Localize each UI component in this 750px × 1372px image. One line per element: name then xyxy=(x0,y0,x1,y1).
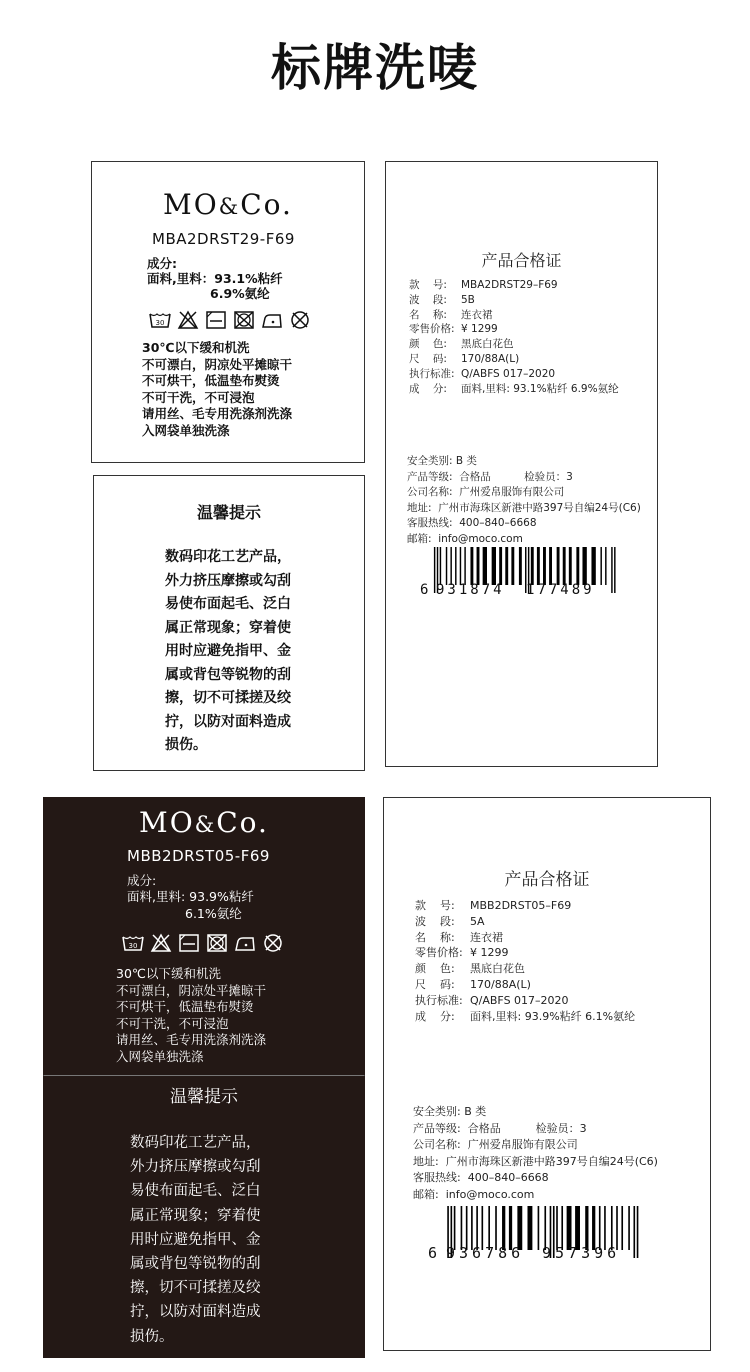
tip-body xyxy=(165,546,291,758)
barcode-bar xyxy=(446,547,447,585)
info-line: 产品等级: 合格品 检验员：3 xyxy=(413,1121,587,1135)
certificate-title: 产品合格证 xyxy=(481,251,562,270)
tip-line: 属或背包等锐物的刮 xyxy=(130,1256,261,1273)
barcode-bar xyxy=(483,547,487,585)
care-line: 入网袋单独洗涤 xyxy=(116,1048,204,1064)
cert-field-value: ¥ 1299 xyxy=(461,323,498,336)
tip-line: 属正常现象；穿着使 xyxy=(130,1207,261,1224)
barcode-bar xyxy=(600,547,601,585)
tip-line: 属正常现象；穿着使 xyxy=(165,619,291,636)
care-line: 不可干洗，不可浸泡 xyxy=(142,389,255,405)
tip-title: 温馨提示 xyxy=(170,1087,238,1107)
info-line: 客服热线: 400–840–6668 xyxy=(407,517,537,529)
cert-field-row xyxy=(415,993,635,1009)
tip-line: 属或背包等锐物的刮 xyxy=(165,666,291,683)
no-bleach-icon xyxy=(176,309,200,331)
barcode-right-digits: 957396 xyxy=(542,1244,621,1262)
cert-field-value: 面料,里料: 93.1%粘纤 6.9%氨纶 xyxy=(461,382,619,395)
no-tumble-dry-icon xyxy=(232,309,256,331)
barcode-bar xyxy=(611,547,612,593)
info-line: 地址: 广州市海珠区新港中路397号自编24号(C6) xyxy=(407,501,641,514)
cert-field-value: 5A xyxy=(470,914,485,928)
cert-field-row xyxy=(415,945,635,961)
cert-field-value: ¥ 1299 xyxy=(470,946,509,960)
care-line: 不可漂白，阴凉处平摊晾干 xyxy=(142,356,293,372)
tip-line: 拧，以防对面料造成 xyxy=(165,713,291,730)
tip-body xyxy=(130,1131,261,1349)
barcode-bar xyxy=(576,547,579,585)
info-line: 公司名称: 广州爱帛服饰有限公司 xyxy=(413,1138,578,1151)
care-line: 不可烘干，低温垫布熨烫 xyxy=(142,373,280,388)
cert-field-value: MBA2DRST29–F69 xyxy=(461,279,558,291)
cert-field-row xyxy=(415,977,635,993)
barcode-lead-digit: 6 xyxy=(428,1244,438,1262)
tip-line: 易使布面起毛、泛白 xyxy=(165,596,291,612)
tip-line: 易使布面起毛、泛白 xyxy=(130,1183,261,1200)
care-line: 请用丝、毛专用洗涤剂洗涤 xyxy=(142,406,293,421)
cert-field-key: 执行标准: xyxy=(415,993,463,1007)
composition-line-1: 面料,里料: 93.9%粘纤 xyxy=(127,889,254,904)
brand-logo: MO&Co. xyxy=(139,806,269,839)
certificate-title: 产品合格证 xyxy=(504,870,590,890)
composition-line-2: 6.9%氨纶 xyxy=(210,286,270,301)
product-fields xyxy=(409,278,619,396)
info-line: 公司名称: 广州爱帛服饰有限公司 xyxy=(407,486,565,498)
barcode-bar xyxy=(464,547,465,585)
barcode-bar xyxy=(633,1206,635,1258)
cert-field-key: 零售价格: xyxy=(415,946,463,960)
page-title: 标牌洗唛 xyxy=(271,39,479,97)
barcode-bar xyxy=(605,547,606,585)
brand-logo: MO&Co. xyxy=(163,188,293,221)
composition-label: 成分: xyxy=(147,256,177,271)
cert-field-key: 波 段: xyxy=(409,293,447,306)
cert-field-value: 170/88A(L) xyxy=(470,977,531,991)
cert-field-key: 款 号: xyxy=(415,899,455,912)
care-line: 30℃以下缓和机洗 xyxy=(142,340,250,355)
cert-field-row xyxy=(415,1009,635,1025)
tip-line: 擦，切不可揉搓及绞 xyxy=(130,1280,261,1297)
care-instructions xyxy=(116,966,266,1065)
cert-field-value: Q/ABFS 017–2020 xyxy=(461,367,556,380)
cert-field-row xyxy=(409,382,619,397)
care-line: 入网袋单独洗涤 xyxy=(142,422,230,438)
cert-field-key: 波 段: xyxy=(415,914,455,928)
composition-line-1: 面料,里料：93.1%粘纤 xyxy=(147,271,283,286)
barcode-bar xyxy=(563,547,566,585)
cert-field-value: 面料,里料: 93.9%粘纤 6.1%氨纶 xyxy=(470,1009,636,1023)
barcode-bar xyxy=(538,1206,540,1250)
cert-field-key: 名 称: xyxy=(415,930,455,944)
barcode-bar xyxy=(628,1206,630,1250)
care-icons xyxy=(121,932,285,954)
certificate-card-2 xyxy=(383,797,711,1351)
cert-field-key: 执行标准: xyxy=(409,367,455,380)
info-line: 邮箱: info@moco.com xyxy=(407,532,523,545)
cert-field-value: 黑底白花色 xyxy=(470,962,525,976)
barcode-left-digits: 936786 xyxy=(446,1244,525,1262)
svg-text:30: 30 xyxy=(128,942,138,950)
tip-title: 温馨提示 xyxy=(196,503,261,522)
tip-line: 数码印花工艺产品， xyxy=(165,549,291,565)
wash-30-icon xyxy=(148,309,172,331)
barcode-bar xyxy=(440,547,441,585)
product-fields xyxy=(415,898,635,1024)
style-code: MBB2DRST05-F69 xyxy=(127,847,270,865)
cert-field-key: 尺 码: xyxy=(409,352,447,365)
barcode-bar xyxy=(511,547,514,585)
tip-card-2 xyxy=(43,1075,365,1358)
cert-field-row xyxy=(409,337,619,352)
cert-field-row xyxy=(415,930,635,946)
certificate-card-1 xyxy=(385,161,658,767)
tip-line: 擦，切不可揉搓及绞 xyxy=(165,690,291,706)
barcode-digits xyxy=(420,582,595,598)
care-icons xyxy=(148,309,312,331)
svg-text:30: 30 xyxy=(155,319,165,327)
line-dry-shade-icon xyxy=(177,932,201,954)
care-label-2 xyxy=(43,797,365,1075)
cert-field-row xyxy=(415,898,635,914)
cert-field-row xyxy=(409,352,619,367)
cert-field-row xyxy=(409,367,619,382)
care-line: 不可干洗，不可浸泡 xyxy=(116,1015,229,1031)
info-line: 客服热线: 400–840–6668 xyxy=(413,1171,549,1184)
info-line: 地址: 广州市海珠区新港中路397号自编24号(C6) xyxy=(413,1154,658,1168)
no-bleach-icon xyxy=(149,932,173,954)
cert-field-key: 尺 码: xyxy=(415,977,455,991)
barcode-bar xyxy=(519,547,522,585)
tip-line: 拧，以防对面料造成 xyxy=(130,1304,261,1321)
barcode-bar xyxy=(477,547,480,585)
no-dryclean-icon xyxy=(261,932,285,954)
tip-line: 损伤。 xyxy=(165,737,207,753)
tip-line: 数码印花工艺产品， xyxy=(130,1135,261,1151)
composition-line-2: 6.1%氨纶 xyxy=(185,906,242,921)
barcode-bar xyxy=(527,1206,532,1250)
cert-field-row xyxy=(409,308,619,323)
barcode-bar xyxy=(455,547,456,585)
cert-field-value: 5B xyxy=(461,293,475,306)
tip-line: 外力挤压摩擦或勾刮 xyxy=(165,572,291,589)
no-tumble-dry-icon xyxy=(205,932,229,954)
cert-field-row xyxy=(415,961,635,977)
cert-field-row xyxy=(409,278,619,293)
cert-field-key: 颜 色: xyxy=(409,338,447,351)
barcode-bar xyxy=(582,547,586,585)
tip-line: 损伤。 xyxy=(130,1328,174,1345)
low-iron-icon xyxy=(260,309,284,331)
barcode-bar xyxy=(531,547,534,585)
barcode-digits xyxy=(428,1244,621,1262)
info-line: 安全类别: B 类 xyxy=(407,455,477,467)
low-iron-icon xyxy=(233,932,257,954)
barcode-bar xyxy=(549,547,552,585)
cert-field-key: 成 分: xyxy=(409,382,447,395)
cert-field-value: 黑底白花色 xyxy=(461,338,514,351)
tip-line: 用时应避免指甲、金 xyxy=(165,643,291,659)
barcode-bar xyxy=(614,547,615,593)
cert-field-key: 颜 色: xyxy=(415,962,455,976)
info-line: 邮箱: info@moco.com xyxy=(413,1187,535,1201)
barcode-bar xyxy=(569,547,572,585)
care-line: 不可烘干，低温垫布熨烫 xyxy=(116,999,254,1014)
barcode-bar xyxy=(499,547,502,585)
line-dry-shade-icon xyxy=(204,309,228,331)
barcode-bar xyxy=(470,547,473,585)
care-line: 请用丝、毛专用洗涤剂洗涤 xyxy=(116,1032,267,1047)
care-line: 不可漂白，阴凉处平摊晾干 xyxy=(116,982,267,998)
cert-field-value: 连衣裙 xyxy=(470,930,503,944)
cert-field-key: 成 分: xyxy=(415,1009,455,1023)
tip-line: 外力挤压摩擦或勾刮 xyxy=(130,1159,261,1176)
barcode-bar xyxy=(637,1206,639,1258)
barcode-right-digits: 177489 xyxy=(526,582,595,598)
care-label-1 xyxy=(91,161,365,463)
cert-field-row xyxy=(409,322,619,337)
barcode-bar xyxy=(450,547,451,585)
care-instructions xyxy=(142,340,292,439)
barcode-bar xyxy=(591,547,595,585)
barcode-bar xyxy=(460,547,461,585)
barcode-bar xyxy=(505,547,508,585)
wash-30-icon xyxy=(121,932,145,954)
cert-field-value: Q/ABFS 017–2020 xyxy=(470,993,569,1007)
barcode-bar xyxy=(557,547,560,585)
tip-line: 用时应避免指甲、金 xyxy=(130,1231,261,1248)
barcode-bar xyxy=(543,547,546,585)
company-info xyxy=(413,1104,658,1203)
company-info xyxy=(407,454,641,547)
composition-label: 成分: xyxy=(127,873,157,888)
cert-field-row xyxy=(409,293,619,308)
cert-field-value: 170/88A(L) xyxy=(461,352,520,365)
barcode-bar xyxy=(621,1206,623,1250)
barcode-bar xyxy=(492,547,496,585)
tip-card-1 xyxy=(93,475,365,771)
barcode-bar xyxy=(537,547,540,585)
info-line: 产品等级: 合格品 检验员：3 xyxy=(407,470,573,483)
cert-field-value: 连衣裙 xyxy=(461,308,493,321)
cert-field-key: 名 称: xyxy=(409,308,447,321)
info-line: 安全类别: B 类 xyxy=(413,1105,487,1118)
cert-field-value: MBB2DRST05–F69 xyxy=(470,899,572,912)
style-code: MBA2DRST29-F69 xyxy=(152,230,295,248)
barcode-lead-digit: 6 xyxy=(420,582,429,598)
barcode-left-digits: 931874 xyxy=(436,582,505,598)
cert-field-row xyxy=(415,914,635,930)
cert-field-key: 零售价格: xyxy=(409,323,455,336)
care-line: 30℃以下缓和机洗 xyxy=(116,966,221,981)
no-dryclean-icon xyxy=(288,309,312,331)
cert-field-key: 款 号: xyxy=(409,279,447,291)
